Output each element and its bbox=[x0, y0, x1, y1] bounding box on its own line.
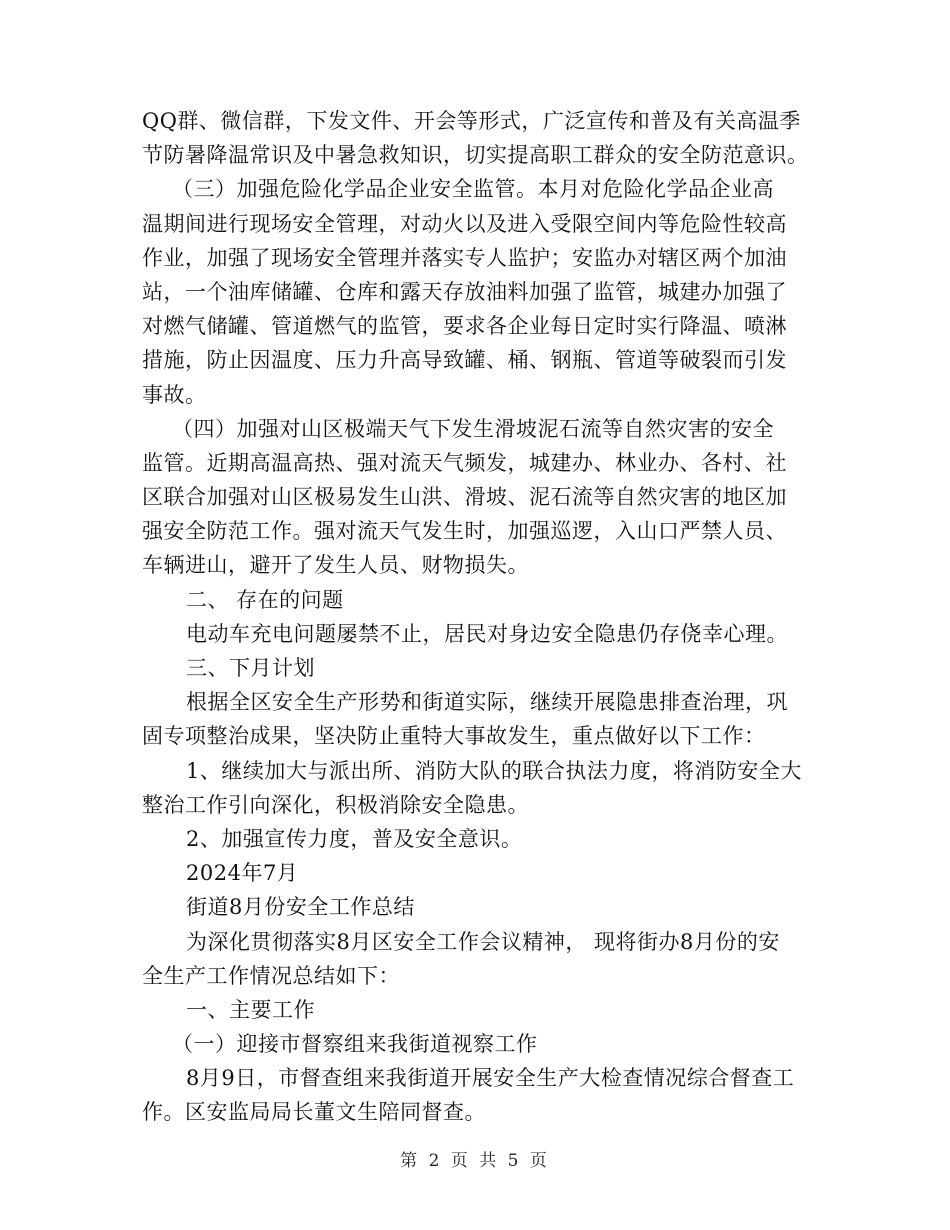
text-line: 1、继续加大与派出所、消防大队的联合执法力度，将消防安全大 bbox=[186, 758, 802, 783]
text-line: （四）加强对山区极端天气下发生滑坡泥石流等自然灾害的安全 bbox=[172, 416, 774, 441]
text-line: 二、 存在的问题 bbox=[186, 587, 344, 612]
text-line: 节防暑降温常识及中暑急救知识，切实提高职工群众的安全防范意识。 bbox=[142, 143, 809, 168]
text-line: 温期间进行现场安全管理，对动火以及进入受限空间内等危险性较高 bbox=[142, 211, 787, 236]
text-line: 作。区安监局局长董文生陪同督查。 bbox=[142, 1100, 486, 1125]
text-line: 措施，防止因温度、压力升高导致罐、桶、钢瓶、管道等破裂而引发 bbox=[142, 348, 787, 373]
text-line: （三）加强危险化学品企业安全监管。本月对危险化学品企业高 bbox=[172, 177, 774, 202]
text-line: 街道8月份安全工作总结 bbox=[186, 895, 415, 920]
text-line: 8月9日，市督查组来我街道开展安全生产大检查情况综合督查工 bbox=[186, 1066, 795, 1091]
text-line: 车辆进山，避开了发生人员、财物损失。 bbox=[142, 553, 529, 578]
text-line: 根据全区安全生产形势和街道实际，继续开展隐患排查治理，巩 bbox=[186, 690, 788, 715]
text-line: 电动车充电问题屡禁不止，居民对身边安全隐患仍存侥幸心理。 bbox=[186, 621, 788, 646]
text-line: 强安全防范工作。强对流天气发生时，加强巡逻，入山口严禁人员、 bbox=[142, 519, 787, 544]
text-line: 一、主要工作 bbox=[186, 997, 315, 1022]
text-line: 区联合加强对山区极易发生山洪、滑坡、泥石流等自然灾害的地区加 bbox=[142, 485, 787, 510]
document-body bbox=[142, 104, 822, 1130]
text-line: 为深化贯彻落实8月区安全工作会议精神， 现将街办8月份的安 bbox=[186, 929, 780, 954]
text-line: 作业，加强了现场安全管理并落实专人监护；安监办对辖区两个加油 bbox=[142, 245, 787, 270]
text-line: 2、加强宣传力度，普及安全意识。 bbox=[186, 826, 523, 851]
text-line: 2024年7月 bbox=[186, 861, 299, 886]
text-line: （一）迎接市督察组来我街道视察工作 bbox=[172, 1032, 538, 1057]
text-line: 监管。近期高温高热、强对流天气频发，城建办、林业办、各村、社 bbox=[142, 450, 787, 475]
text-line: 全生产工作情况总结如下： bbox=[142, 963, 400, 988]
text-line: 站，一个油库储罐、仓库和露天存放油料加强了监管，城建办加强了 bbox=[142, 279, 787, 304]
text-line: 对燃气储罐、管道燃气的监管，要求各企业每日定时实行降温、喷淋 bbox=[142, 314, 787, 339]
text-line: 三、下月计划 bbox=[186, 656, 315, 680]
text-line: 固专项整治成果，坚决防止重特大事故发生，重点做好以下工作： bbox=[142, 724, 766, 749]
page-number-footer: 第 2 页 共 5 页 bbox=[400, 1151, 550, 1171]
text-line: 整治工作引向深化，积极消除安全隐患。 bbox=[142, 792, 529, 817]
text-line: 事故。 bbox=[142, 382, 207, 407]
text-line: QQ群、微信群，下发文件、开会等形式，广泛宣传和普及有关高温季 bbox=[142, 109, 801, 133]
